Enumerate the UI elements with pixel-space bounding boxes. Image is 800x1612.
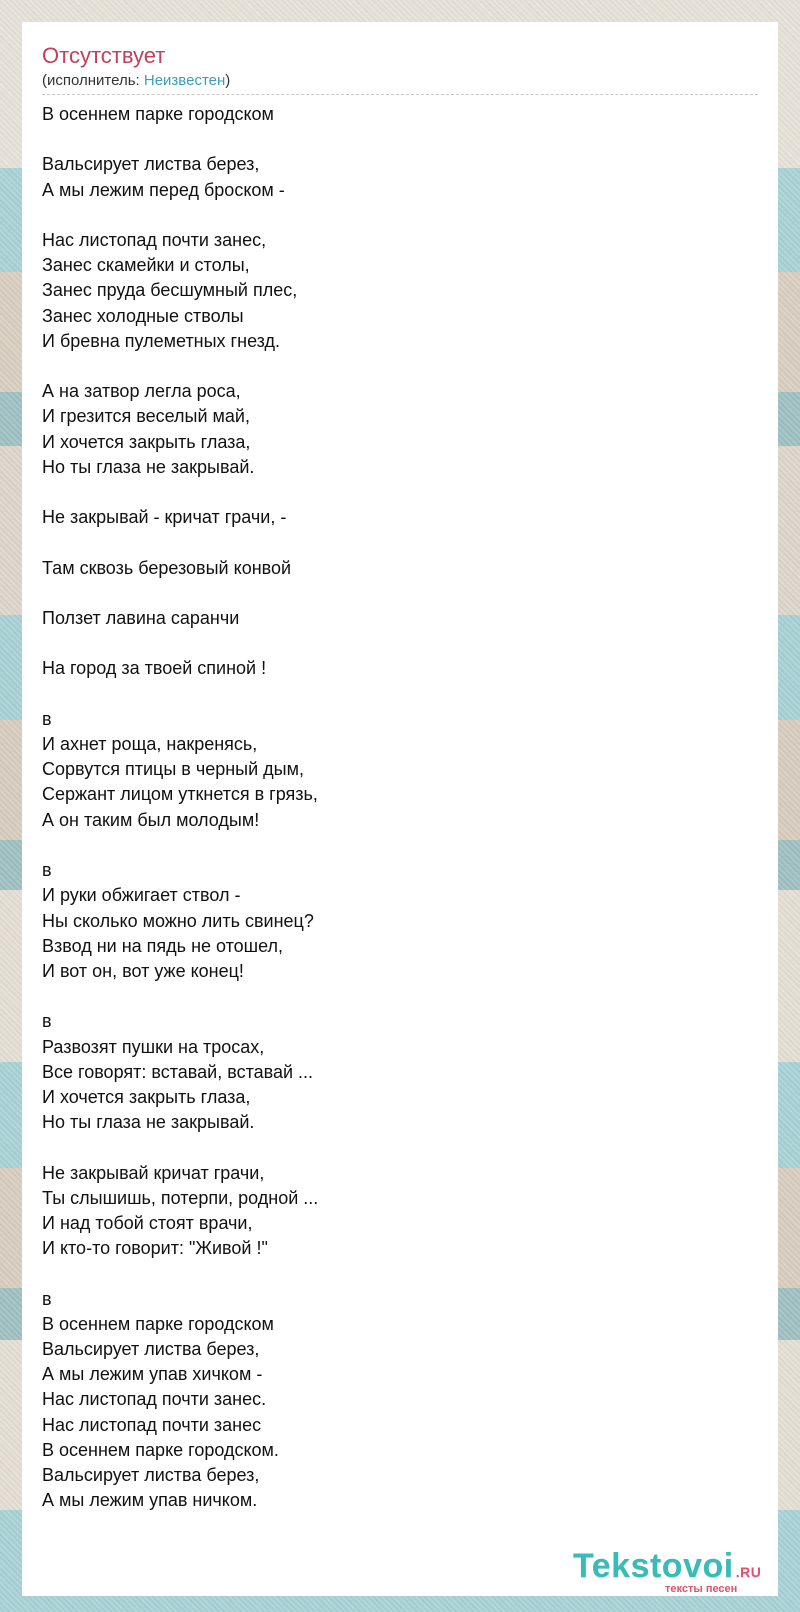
lyric-line: Там сквозь березовый конвой (42, 557, 292, 578)
lyric-line: в (42, 860, 52, 881)
lyric-blank-line (42, 581, 758, 606)
lyric-line: А на затвор легла роса, (42, 381, 241, 402)
lyric-blank-line (42, 203, 758, 228)
artist-link[interactable]: Неизвестен (143, 72, 226, 89)
logo-tld: .RU (735, 1564, 762, 1580)
lyric-line: И руки обжигает ствол - (42, 885, 241, 906)
lyric-line: И хочется закрыть глаза, (42, 431, 251, 452)
lyric-line: Не закрывай - кричат грачи, - (42, 507, 287, 528)
lyric-line: Не закрывай кричат грачи, (42, 1162, 265, 1183)
lyric-blank-line (42, 1135, 758, 1160)
lyric-line: В осеннем парке городском (42, 104, 274, 124)
lyric-line: Взвод ни на пядь не отошел, (42, 935, 284, 956)
lyric-line: В осеннем парке городском. (42, 1439, 279, 1460)
site-logo[interactable] (573, 1546, 793, 1602)
lyric-line: Занес холодные стволы (42, 305, 244, 326)
lyric-blank-line (42, 984, 758, 1009)
lyric-line: И хочется закрыть глаза, (42, 1086, 251, 1107)
lyric-blank-line (42, 480, 758, 505)
artist-prefix: (исполнитель: (42, 72, 144, 89)
lyric-line: А он таким был молодым! (42, 809, 260, 830)
lyric-blank-line (42, 631, 758, 656)
lyric-blank-line (42, 682, 758, 707)
lyric-blank-line (42, 530, 758, 555)
lyric-line: Нас листопад почти занес. (42, 1389, 267, 1410)
lyric-line: На город за твоей спиной ! (42, 658, 267, 679)
lyric-line: Нас листопад почти занес, (42, 230, 267, 251)
lyrics-text (42, 102, 758, 1513)
lyric-line: И над тобой стоят врачи, (42, 1212, 253, 1233)
header-divider (42, 94, 758, 95)
logo-tagline: тексты песен (665, 1583, 738, 1595)
lyric-line: в (42, 1011, 52, 1032)
logo-name: Tekstovoi (573, 1547, 734, 1585)
lyric-line: в (42, 708, 52, 729)
lyric-line: А мы лежим перед броском - (42, 179, 285, 200)
lyric-line: в (42, 1288, 52, 1309)
lyric-blank-line (42, 127, 758, 152)
lyrics-card (22, 22, 778, 1596)
lyric-line: И вот он, вот уже конец! (42, 960, 244, 981)
artist-suffix: ) (225, 72, 231, 89)
lyric-line: Все говорят: вставай, вставай ... (42, 1061, 314, 1082)
lyric-line: Сержант лицом уткнется в грязь, (42, 784, 318, 805)
lyric-line: А мы лежим упав хичком - (42, 1364, 263, 1385)
lyric-line: Нас листопад почти занес (42, 1414, 262, 1435)
lyric-line: А мы лежим упав ничком. (42, 1490, 258, 1511)
artist-line (42, 72, 230, 90)
song-title: Отсутствует (42, 43, 166, 68)
lyric-blank-line (42, 354, 758, 379)
lyric-line: Но ты глаза не закрывай. (42, 1112, 255, 1133)
lyric-line: Ны сколько можно лить свинец? (42, 910, 314, 931)
lyric-line: В осеннем парке городском (42, 1313, 274, 1334)
lyric-line: Занес скамейки и столы, (42, 255, 250, 276)
lyric-line: Ползет лавина саранчи (42, 608, 240, 629)
lyric-line: И грезится веселый май, (42, 406, 250, 427)
lyric-line: Развозят пушки на тросах, (42, 1036, 265, 1057)
lyric-blank-line (42, 833, 758, 858)
lyric-line: И бревна пулеметных гнезд. (42, 330, 281, 351)
lyric-line: И кто-то говорит: "Живой !" (42, 1238, 268, 1259)
lyric-blank-line (42, 1261, 758, 1286)
lyric-line: Ты слышишь, потерпи, родной ... (42, 1187, 319, 1208)
lyric-line: Вальсирует листва берез, (42, 154, 260, 175)
lyric-line: Занес пруда бесшумный плес, (42, 280, 298, 301)
lyric-line: Вальсирует листва берез, (42, 1338, 260, 1359)
lyric-line: И ахнет роща, накренясь, (42, 734, 258, 755)
lyric-line: Но ты глаза не закрывай. (42, 456, 255, 477)
lyric-line: Вальсирует листва берез, (42, 1464, 260, 1485)
lyric-line: Сорвутся птицы в черный дым, (42, 759, 304, 780)
